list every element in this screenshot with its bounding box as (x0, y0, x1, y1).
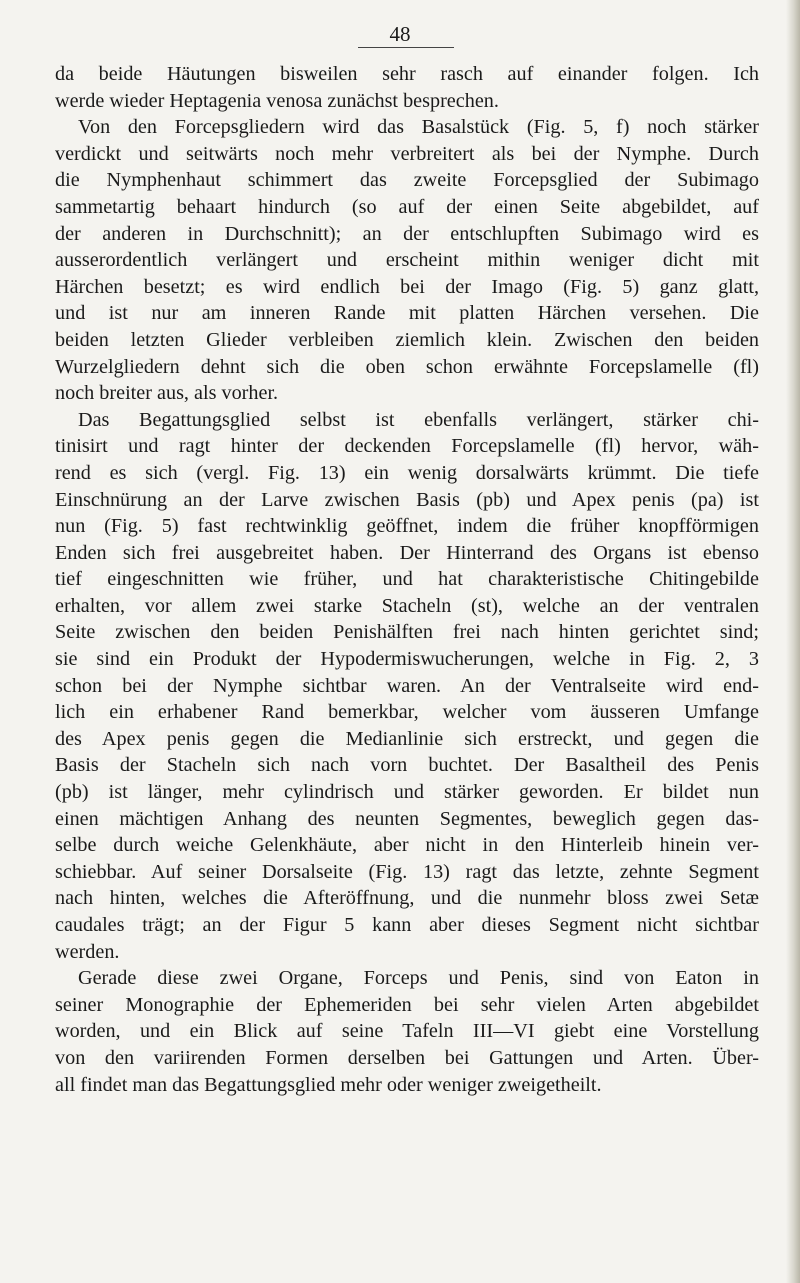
page-edge-shadow (786, 0, 800, 1283)
text-line: nach hinten, welches die Afteröffnung, und die nunmehr bloss zwei Setæ (55, 887, 759, 910)
text-line: Seite zwischen den beiden Penishälften frei nach hinten gerichtet sind; (55, 621, 759, 644)
text-line: worden, und ein Blick auf seine Tafeln III—VI giebt eine Vorstellung (55, 1020, 759, 1043)
text-line: lich ein erhabener Rand bemerkbar, welcher vom äusseren Umfange (55, 701, 759, 724)
text-line: ausserordentlich verlängert und erscheint mithin weniger dicht mit (55, 249, 759, 272)
text-line: des Apex penis gegen die Medianlinie sich erstreckt, und gegen die (55, 727, 759, 750)
paragraph (55, 114, 759, 407)
text-line: all findet man das Begattungsglied mehr oder weniger zweigetheilt. (55, 1073, 602, 1096)
text-line: da beide Häutungen bisweilen sehr rasch auf einander folgen. Ich (55, 63, 759, 85)
text-line: seiner Monographie der Ephemeriden bei sehr vielen Arten abgebildet (55, 993, 759, 1016)
text-line: von den variirenden Formen derselben bei Gattungen und Arten. Über- (55, 1046, 759, 1069)
text-line: selbe durch weiche Gelenkhäute, aber nicht in den Hinterleib hinein ver- (55, 834, 759, 857)
text-line: Wurzelgliedern dehnt sich die oben schon erwähnte Forcepslamelle (fl) (55, 355, 759, 378)
text-line: Härchen besetzt; es wird endlich bei der Imago (Fig. 5) ganz glatt, (55, 275, 759, 298)
text-line: verdickt und seitwärts noch mehr verbreitert als bei der Nymphe. Durch (55, 142, 759, 165)
text-line: Gerade diese zwei Organe, Forceps und Penis, sind von Eaton in (78, 967, 759, 990)
text-line: Enden sich frei ausgebreitet haben. Der Hinterrand des Organs ist ebenso (55, 541, 759, 564)
text-line: tinisirt und ragt hinter der deckenden Forcepslamelle (fl) hervor, wäh- (55, 435, 759, 458)
text-line: Von den Forcepsgliedern wird das Basalstück (Fig. 5, f) noch stärker (78, 116, 759, 139)
body-text (55, 61, 759, 1098)
text-line: der anderen in Durchschnitt); an der entschlupften Subimago wird es (55, 222, 759, 245)
text-line: noch breiter aus, als vorher. (55, 382, 279, 405)
text-line: schiebbar. Auf seiner Dorsalseite (Fig. 13) ragt das letzte, zehnte Segment (55, 860, 759, 883)
text-line: tief eingeschnitten wie früher, und hat charakteristische Chitingebilde (55, 568, 759, 591)
text-line: Basis der Stacheln sich nach vorn buchtet. Der Basaltheil des Penis (55, 754, 759, 777)
text-line: nun (Fig. 5) fast rechtwinklig geöffnet, indem die früher knopfförmigen (55, 515, 759, 538)
text-line: schon bei der Nymphe sichtbar waren. An der Ventralseite wird end- (55, 674, 759, 697)
text-line: Einschnürung an der Larve zwischen Basis (pb) und Apex penis (pa) ist (55, 488, 759, 511)
paragraph (55, 965, 759, 1098)
page-number: 48 (389, 22, 411, 46)
paragraph (55, 407, 759, 965)
text-line: erhalten, vor allem zwei starke Stacheln (st), welche an der ventralen (55, 594, 759, 617)
paragraph (55, 61, 759, 114)
text-line: werde wieder Heptagenia venosa zunächst besprechen. (55, 89, 499, 112)
text-line: werden. (55, 940, 120, 963)
text-line: rend es sich (vergl. Fig. 13) ein wenig dorsalwärts krümmt. Die tiefe (55, 461, 759, 484)
text-line: und ist nur am inneren Rande mit platten Härchen versehen. Die (55, 302, 759, 325)
text-line: caudales trägt; an der Figur 5 kann aber dieses Segment nicht sichtbar (55, 914, 759, 936)
text-line: die Nymphenhaut schimmert das zweite Forcepsglied der Subimago (55, 169, 759, 192)
text-line: sammetartig behaart hindurch (so auf der einen Seite abgebildet, auf (55, 195, 759, 218)
text-line: einen mächtigen Anhang des neunten Segmentes, beweglich gegen das- (55, 807, 759, 830)
text-line: (pb) ist länger, mehr cylindrisch und stärker geworden. Er bildet nun (55, 781, 759, 804)
text-line: Das Begattungsglied selbst ist ebenfalls verlängert, stärker chi- (78, 408, 759, 431)
text-line: beiden letzten Glieder verbleiben ziemlich klein. Zwischen den beiden (55, 328, 759, 351)
page-number-rule (358, 47, 454, 48)
text-line: sie sind ein Produkt der Hypodermiswucherungen, welche in Fig. 2, 3 (55, 648, 759, 671)
